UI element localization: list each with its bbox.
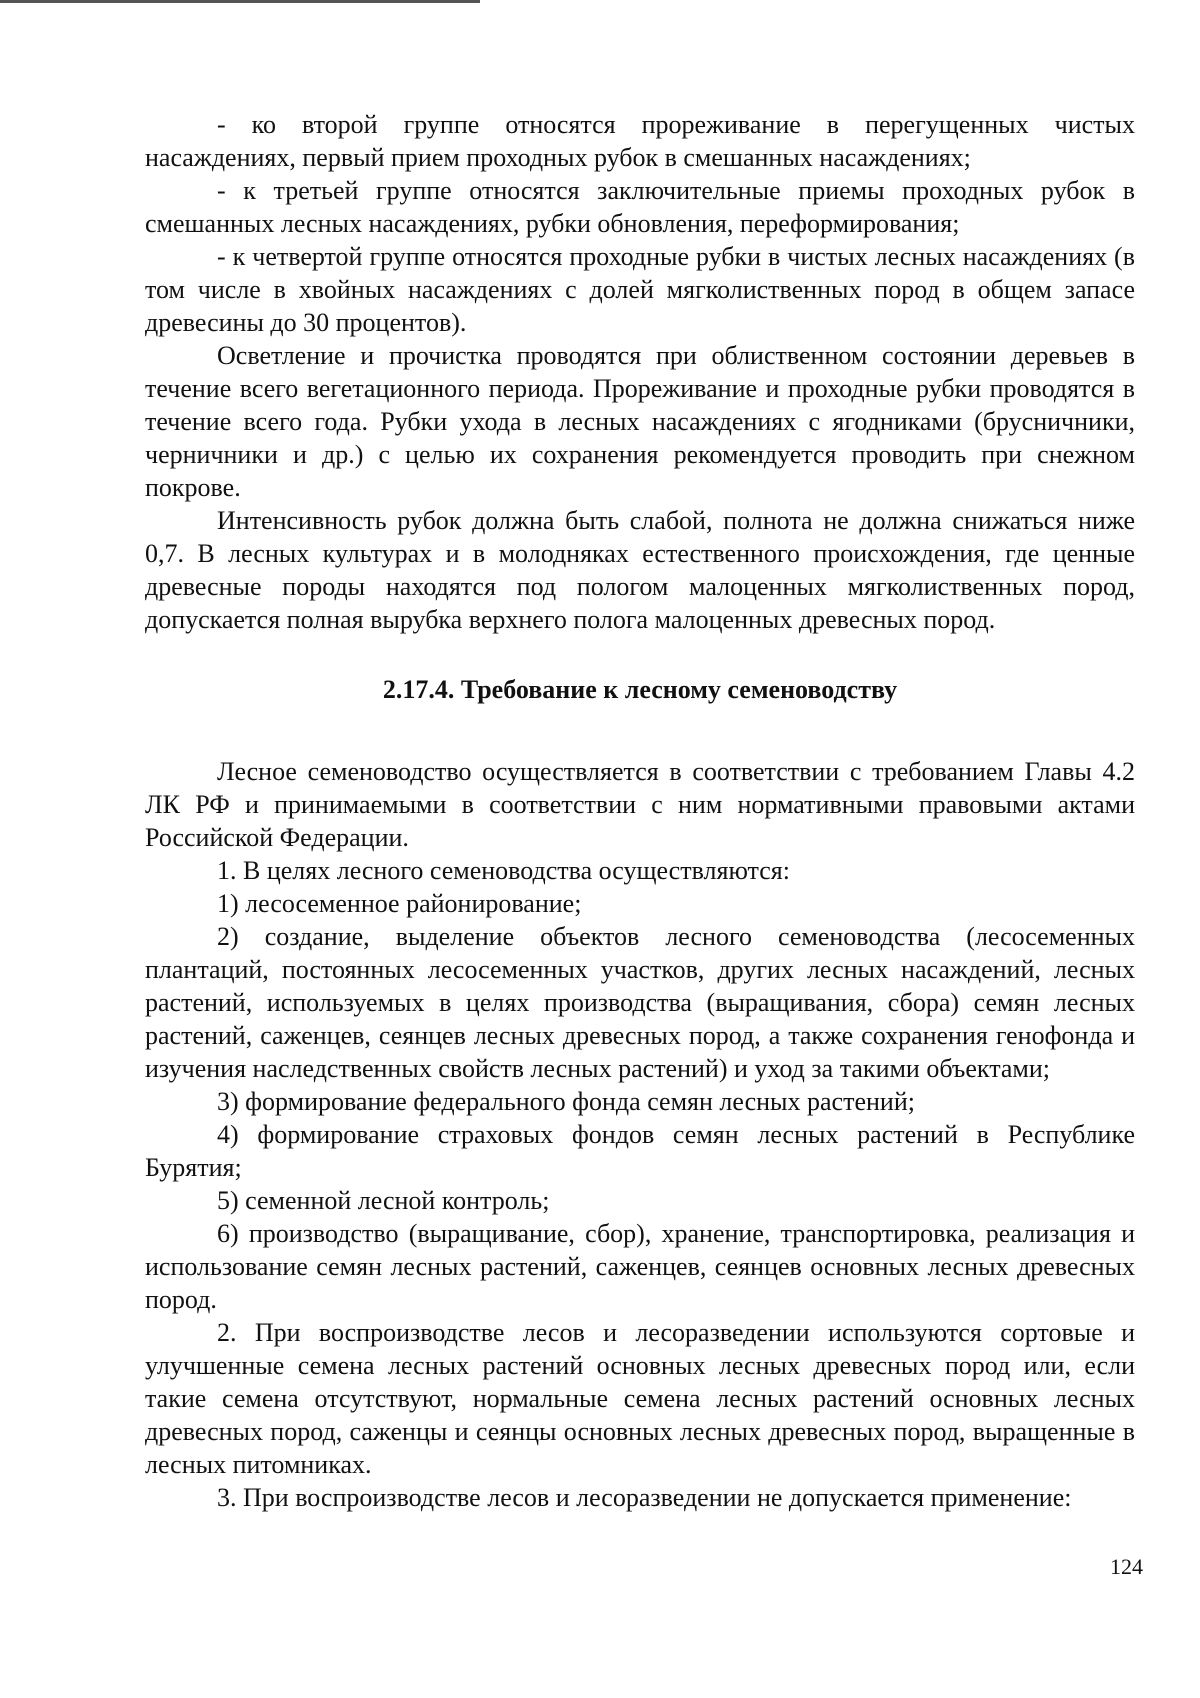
top-border-line <box>0 0 480 3</box>
section-heading: 2.17.4. Требование к лесному семеноводству <box>382 675 898 704</box>
sub-item-5: 5) семенной лесной контроль; <box>217 1186 550 1215</box>
sub-item-3: 3) формирование федерального фонда семян лесных растений; <box>217 1087 915 1116</box>
paragraph-thinning-timing: Осветление и прочистка проводятся при облиственном состоянии деревьев в течение всего вегетационного периода. Прореживание и проходные рубки проводятся в течение всего года. Рубки ухода в лесных насаждениях с ягодниками (брусничники, черничники и др.) с целью их сохранения рекомендуется проводить при снежном покрове. <box>145 341 1135 502</box>
list-item-3: 3. При воспроизводстве лесов и лесоразведении не допускается применение: <box>217 1483 1072 1512</box>
page-number: 124 <box>1110 1554 1143 1579</box>
sub-item-4: 4) формирование страховых фондов семян лесных растений в Республике Бурятия; <box>145 1120 1135 1182</box>
paragraph-seed-intro: Лесное семеноводство осуществляется в соответствии с требованием Главы 4.2 ЛК РФ и принимаемыми в соответствии с ним нормативными правовыми актами Российской Федерации. <box>145 757 1135 852</box>
paragraph-third-group: - к третьей группе относятся заключительные приемы проходных рубок в смешанных лесных насаждениях, рубки обновления, переформирования; <box>145 176 1135 238</box>
paragraph-fourth-group: - к четвертой группе относятся проходные рубки в чистых лесных насаждениях (в том числе в хвойных насаждениях с долей мягколиственных пород в общем запасе древесины до 30 процентов). <box>145 242 1135 337</box>
list-item-2: 2. При воспроизводстве лесов и лесоразведении используются сортовые и улучшенные семена лесных растений основных лесных древесных пород или, если такие семена отсутствуют, нормальные семена лесных растений основных лесных древесных пород, саженцы и сеянцы основных лесных древесных пород, выращенные в лесных питомниках. <box>145 1318 1135 1479</box>
page-body <box>145 108 1135 1514</box>
sub-item-6: 6) производство (выращивание, сбор), хранение, транспортировка, реализация и использование семян лесных растений, саженцев, сеянцев основных лесных древесных пород. <box>145 1219 1135 1314</box>
list-item-1: 1. В целях лесного семеноводства осуществляются: <box>217 856 790 885</box>
paragraph-second-group: - ко второй группе относятся прореживание в перегущенных чистых насаждениях, первый прием проходных рубок в смешанных насаждениях; <box>145 110 1135 172</box>
paragraph-intensity: Интенсивность рубок должна быть слабой, полнота не должна снижаться ниже 0,7. В лесных культурах и в молодняках естественного происхождения, где ценные древесные породы находятся под пологом малоценных мягколиственных пород, допускается полная вырубка верхнего полога малоценных древесных пород. <box>145 506 1135 634</box>
sub-item-2: 2) создание, выделение объектов лесного семеноводства (лесосеменных плантаций, постоянных лесосеменных участков, других лесных насаждений, лесных растений, используемых в целях производства (выращивания, сбора) семян лесных растений, саженцев, сеянцев лесных древесных пород, а также сохранения генофонда и изучения наследственных свойств лесных растений) и уход за такими объектами; <box>145 922 1135 1083</box>
sub-item-1: 1) лесосеменное районирование; <box>217 889 582 918</box>
